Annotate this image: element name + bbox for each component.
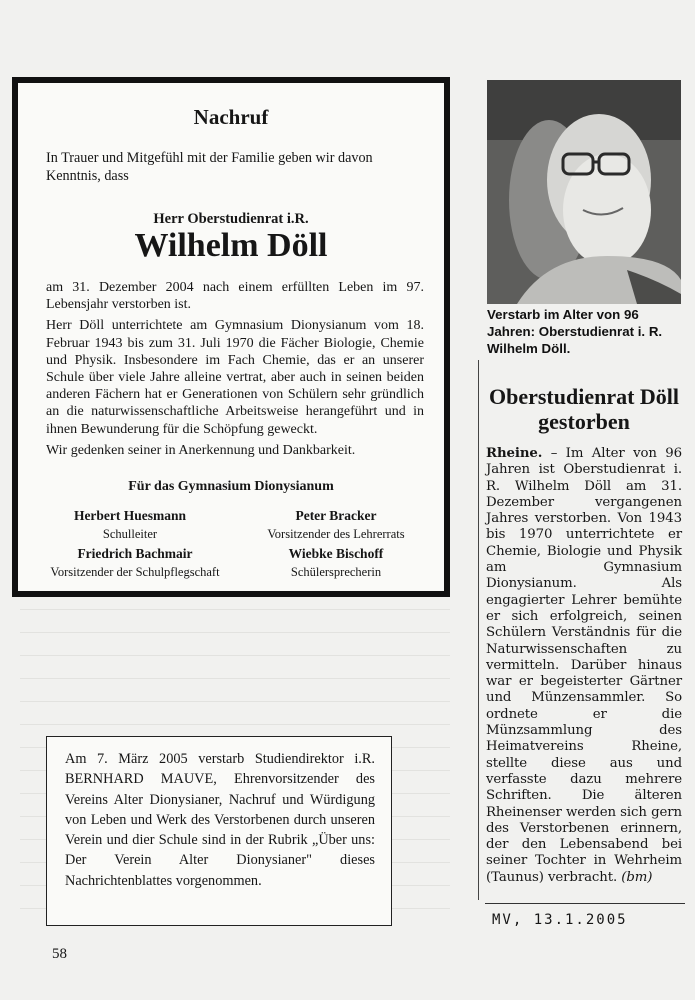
column-divider bbox=[478, 360, 479, 900]
obituary-paragraph: Wir gedenken seiner in Anerkennung und Dankbarkeit. bbox=[46, 442, 356, 458]
memorial-box bbox=[46, 736, 392, 926]
article-dateline: Rheine. bbox=[486, 446, 543, 461]
article-body bbox=[486, 446, 682, 886]
page-number: 58 bbox=[52, 946, 67, 962]
signatory-name: Herbert Huesmann bbox=[73, 508, 187, 523]
deceased-rank: Herr Oberstudienrat i.R. bbox=[153, 211, 309, 227]
signatory bbox=[236, 507, 436, 543]
deceased-name: Wilhelm Döll bbox=[134, 227, 328, 264]
signatory-name: Peter Bracker bbox=[295, 508, 377, 523]
article-text: – Im Alter von 96 Jahren ist Oberstudienrat i. R. Wilhelm Döll am 31. Dezember vergangenen Jahres verstorben. Von 1943 bis 1970 unterrichtete er Chemie, Biologie und Physik am Gymnasium Dionysianum. Als engagierter Lehrer bemühte er sich erfolgreich, seinen Schülern Verständnis für die Naturwissenschaften zu vermitteln. Darüber hinaus war er begeisterter Gärtner und Münzensammler. So ordnete er die Münzsammlung des Heimatvereins Rheine, stellte diese aus und verfasste dazu mehrere Schriften. Die älteren Rheinenser werden sich gern des Verstorbenen erinnern, der den Lebensabend bei seiner Tochter in Wehrheim (Taunus) verbracht. bbox=[486, 446, 682, 885]
signatory-name: Wiebke Bischoff bbox=[288, 546, 384, 561]
bleed-through-headline bbox=[40, 22, 680, 62]
portrait-photo bbox=[487, 80, 681, 304]
news-article bbox=[486, 384, 682, 886]
photo-caption: Verstarb im Alter von 96 Jahren: Oberstudienrat i. R. Wilhelm Döll. bbox=[487, 307, 663, 356]
signatory bbox=[236, 545, 436, 581]
signatory-role: Vorsitzender des Lehrerrats bbox=[267, 527, 405, 541]
obituary-paragraph: am 31. Dezember 2004 nach einem erfüllten Leben im 97. Lebensjahr verstorben ist. bbox=[46, 280, 424, 313]
obituary-notice bbox=[12, 77, 450, 597]
obituary-body bbox=[46, 279, 424, 463]
obituary-for-line: Für das Gymnasium Dionysianum bbox=[128, 479, 334, 494]
obituary-paragraph: Herr Döll unterrichtete am Gymnasium Dionysianum vom 18. Februar 1943 bis zum 31. Juli 1970 die Fächer Biologie, Chemie und Physik. Insbesondere im Fach Chemie, das er an unserer Schule über viele Jahre alleine vertrat, aber auch in seinen beiden anderen Fächern hat er Generationen von Schülern sehr gründlich an die naturwissenschaftliche Arbeitsweise herangeführt und in ihnen Bewunderung für die Schöpfung geweckt. bbox=[46, 318, 424, 437]
obituary-intro: In Trauer und Mitgefühl mit der Familie geben wir davon Kenntnis, dass bbox=[46, 150, 373, 184]
source-stamp: MV, 13.1.2005 bbox=[492, 912, 628, 928]
obituary-title: Nachruf bbox=[193, 105, 269, 129]
signatory-role: Schulleiter bbox=[102, 527, 158, 541]
signatory-role: Vorsitzender der Schulpflegschaft bbox=[50, 565, 220, 579]
signatory-name: Friedrich Bachmair bbox=[77, 546, 193, 561]
article-headline: Oberstudienrat Döll gestorben bbox=[488, 384, 680, 434]
signatory-role: Schülersprecherin bbox=[290, 565, 382, 579]
signatory bbox=[30, 545, 240, 581]
article-bottom-rule bbox=[485, 903, 685, 904]
article-credit: (bm) bbox=[621, 869, 653, 885]
signatory bbox=[30, 507, 230, 543]
memorial-text: Am 7. März 2005 verstarb Studiendirektor i.R. BERNHARD MAUVE, Ehrenvorsitzender des Vereins Alter Dionysianer, Nachruf und Würdigung von Leben und Werk des Verstorbenen durch unseren Verein und dier Schule sind in der Rubrik „Über uns: Der Verein Alter Dionysianer" dieses Nachrichtenblattes vorgenommen. bbox=[65, 751, 375, 889]
